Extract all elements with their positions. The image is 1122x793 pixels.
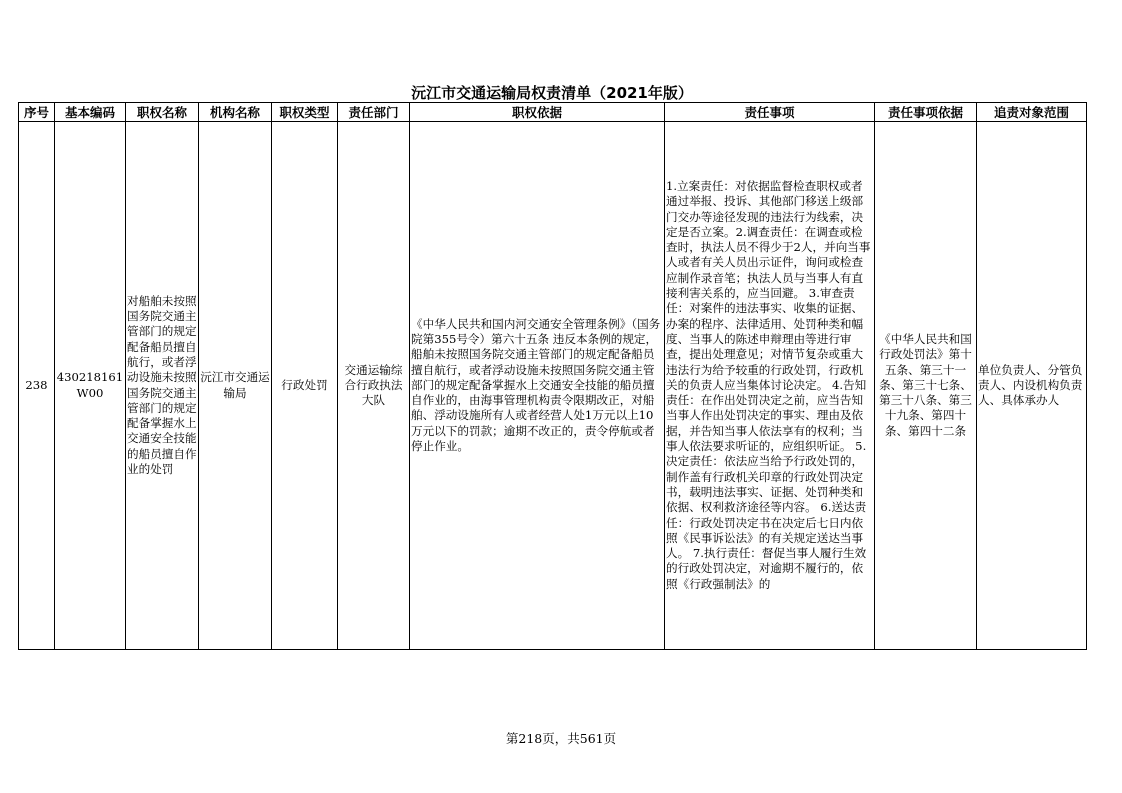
header-power-name: 职权名称	[126, 103, 199, 122]
cell-power-name: 对船舶未按照国务院交通主管部门的规定配备船员擅自航行，或者浮动设施未按照国务院交通主管部门的规定配备掌握水上交通安全技能的船员擅自作业的处罚	[126, 122, 199, 650]
cell-dept: 交通运输综合行政执法大队	[338, 122, 410, 650]
header-org-name: 机构名称	[199, 103, 272, 122]
header-duties: 责任事项	[665, 103, 875, 122]
header-seq: 序号	[19, 103, 55, 122]
cell-org-name: 沅江市交通运输局	[199, 122, 272, 650]
header-duty-basis: 责任事项依据	[875, 103, 977, 122]
cell-seq: 238	[19, 122, 55, 650]
header-dept: 责任部门	[338, 103, 410, 122]
cell-duties: 1.立案责任：对依据监督检查职权或者通过举报、投诉、其他部门移送上级部门交办等途径发现的违法行为线索，决定是否立案。2.调查责任：在调查或检查时，执法人员不得少于2人，并向当事人或者有关人员出示证件，询问或检查应制作录音笔；执法人员与当事人有直接利害关系的，应当回避。 3.审查责任：对案件的违法事实、收集的证据、办案的程序、法律适用、处罚种类和幅度、当事人的陈述申辩理由等进行审查，提出处理意见；对情节复杂或重大违法行为给予较重的行政处罚，行政机关的负责人应当集体讨论决定。 4.告知责任：在作出处罚决定之前，应当告知当事人作出处罚决定的事实、理由及依据，并告知当事人依法享有的权利；当事人依法要求听证的，应组织听证。 5.决定责任：依法应当给予行政处罚的，制作盖有行政机关印章的行政处罚决定书，载明违法事实、证据、处罚种类和依据、权利救济途径等内容。 6.送达责任：行政处罚决定书在决定后七日内依照《民事诉讼法》的有关规定送达当事人。 7.执行责任：督促当事人履行生效的行政处罚决定，对逾期不履行的，依照《行政强制法》的	[665, 122, 875, 650]
cell-basis: 《中华人民共和国内河交通安全管理条例》（国务院第355号令）第六十五条 违反本条例的规定，船舶未按照国务院交通主管部门的规定配备船员擅自航行，或者浮动设施未按照国务院交通主管部门的规定配备掌握水上交通安全技能的船员擅自作业的，由海事管理机构责令限期改正，对船舶、浮动设施所有人或者经营人处1万元以上10万元以下的罚款；逾期不改正的，责令停航或者停止作业。	[410, 122, 665, 650]
cell-accountability: 单位负责人、分管负责人、内设机构负责人、具体承办人	[977, 122, 1087, 650]
duty-table	[18, 102, 1087, 650]
page-number: 第218页，共561页	[505, 731, 617, 746]
header-accountability: 追责对象范围	[977, 103, 1087, 122]
cell-duty-basis: 《中华人民共和国行政处罚法》第十五条、第三十一条、第三十七条、第三十八条、第三十九条、第四十条、第四十二条	[875, 122, 977, 650]
cell-power-type: 行政处罚	[272, 122, 338, 650]
table-row	[19, 122, 1087, 650]
header-basis: 职权依据	[410, 103, 665, 122]
page-title: 沅江市交通运输局权责清单（2021年版）	[411, 84, 693, 102]
header-code: 基本编码	[55, 103, 126, 122]
cell-code: 430218161W00	[55, 122, 126, 650]
header-power-type: 职权类型	[272, 103, 338, 122]
table-header-row	[19, 103, 1087, 122]
